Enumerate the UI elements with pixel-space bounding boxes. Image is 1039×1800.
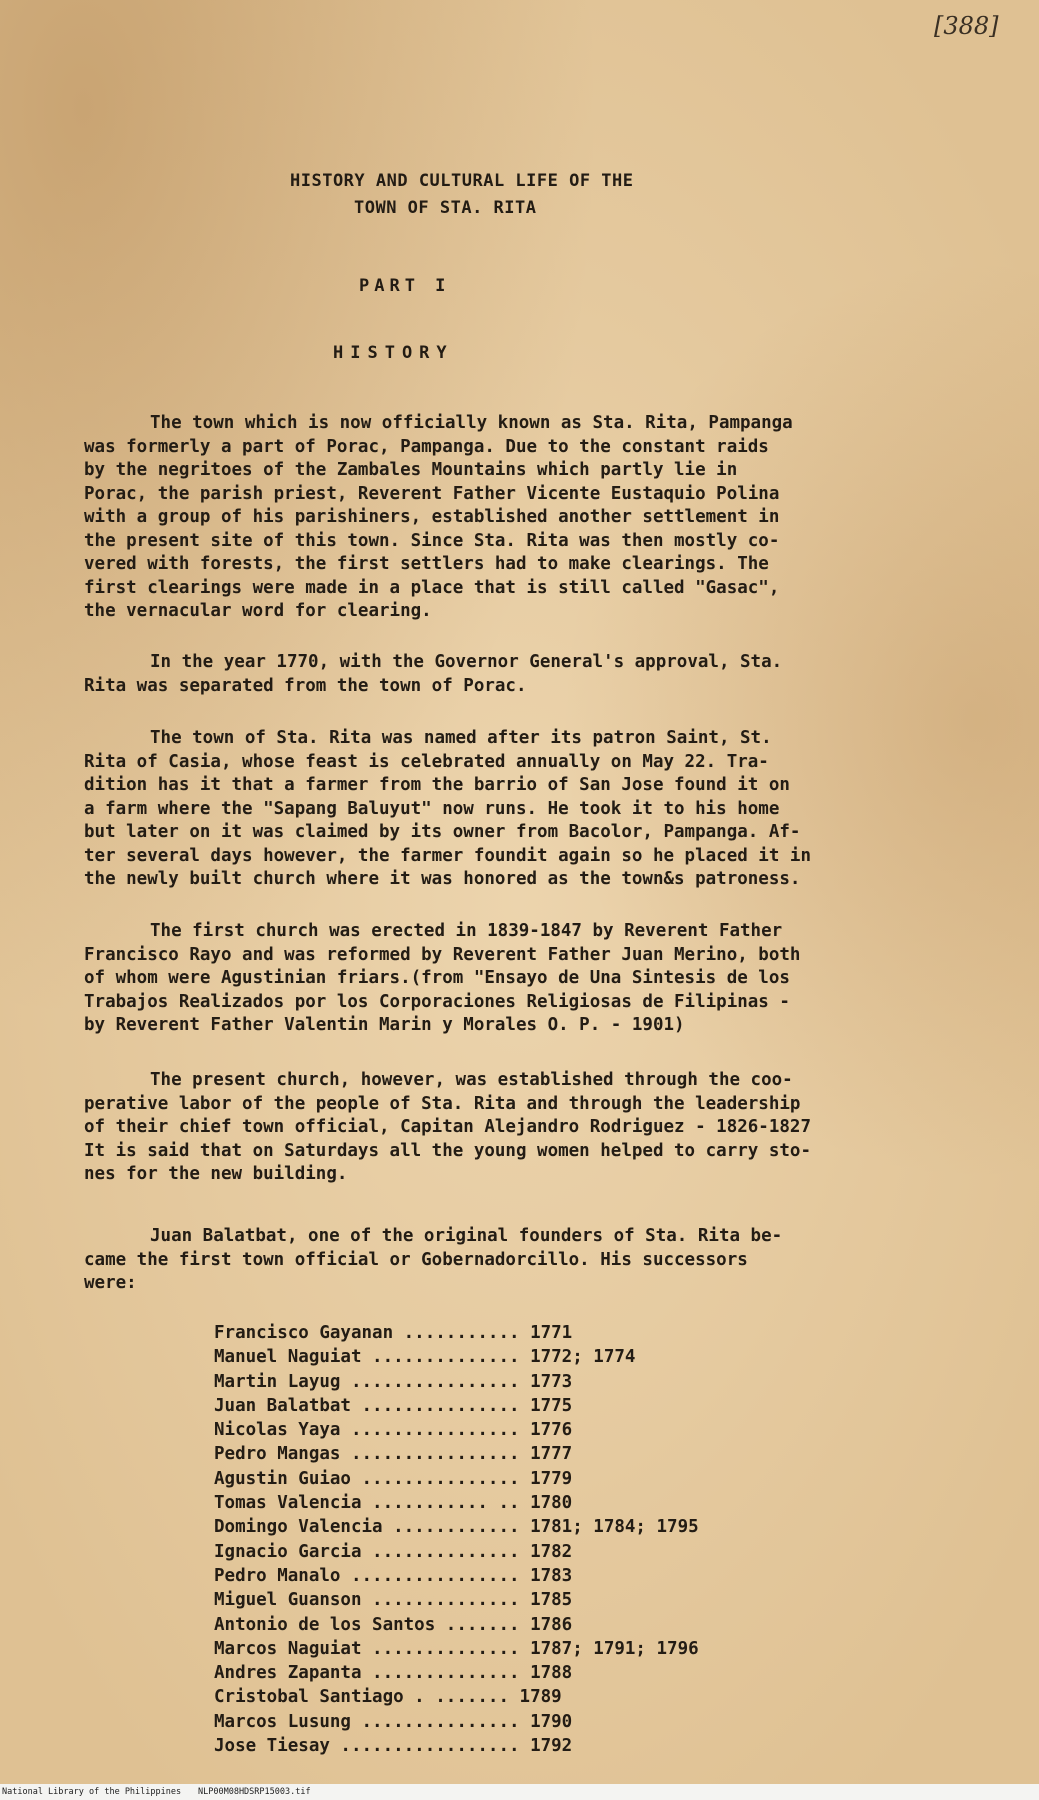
part-label: PART I: [359, 276, 451, 296]
page-number: [388]: [934, 12, 999, 40]
list-item: Cristobal Santiago . ....... 1789: [214, 1687, 562, 1708]
list-item: Tomas Valencia ........... .. 1780: [214, 1493, 573, 1514]
officials-list: [214, 1321, 699, 1758]
list-item: Domingo Valencia ............ 1781; 1784; 1795: [214, 1517, 699, 1538]
title-line-1: HISTORY AND CULTURAL LIFE OF THE: [290, 171, 634, 191]
paragraph: The town which is now officially known as Sta. Rita, Pampanga was formerly a part of Porac, Pampanga. Due to the constant raids by the negritoes of the Zambales Mountains which partly lie in Porac, the parish priest, Reverent Father Vicente Eustaquio Polina with a group of his parishiners, established another settlement in the present site of this town. Since Sta. Rita was then mostly co- vered with forests, the first settlers had to make clearings. The first clearings were made in a place that is still called "Gasac", the vernacular word for clearing.: [84, 413, 793, 621]
paragraph: Juan Balatbat, one of the original founders of Sta. Rita be- came the first town official or Gobernadorcillo. His successors were:: [84, 1226, 783, 1293]
scan-footer: [0, 1784, 1039, 1800]
list-item: Andres Zapanta .............. 1788: [214, 1663, 573, 1684]
list-item: Miguel Guanson .............. 1785: [214, 1590, 573, 1611]
list-item: Marcos Lusung ............... 1790: [214, 1711, 573, 1732]
paragraph: The first church was erected in 1839-1847 by Reverent Father Francisco Rayo and was reformed by Reverent Father Juan Merino, both of whom were Agustinian friars.(from "Ensayo de Una Sintesis de los Trabajos Realizados por los Corporaciones Religiosas de Filipinas - by Reverent Father Valentin Marin y Morales O. P. - 1901): [84, 921, 801, 1035]
list-item: Manuel Naguiat .............. 1772; 1774: [214, 1347, 636, 1368]
section-heading: HISTORY: [333, 343, 454, 363]
paragraph: The town of Sta. Rita was named after its patron Saint, St. Rita of Casia, whose feast is celebrated annually on May 22. Tra- dition has it that a farmer from the barrio of San Jose found it on a farm where the "Sapang Baluyut" now runs. He took it to his home but later on it was claimed by its owner from Bacolor, Pampanga. Af- ter several days however, the farmer foundit again so he placed it in the newly built church where it was honored as the town&s patroness.: [84, 728, 811, 889]
list-item: Ignacio Garcia .............. 1782: [214, 1541, 573, 1562]
list-item: Nicolas Yaya ................ 1776: [214, 1420, 573, 1441]
paragraph: In the year 1770, with the Governor General's approval, Sta. Rita was separated from the town of Porac.: [84, 652, 783, 696]
paragraph: The present church, however, was established through the coo- perative labor of the people of Sta. Rita and through the leadership of their chief town official, Capitan Alejandro Rodriguez - 1826-1827 It is said that on Saturdays all the young women helped to carry sto- nes for the new building.: [84, 1070, 811, 1184]
document-title: [290, 168, 634, 222]
list-item: Pedro Mangas ................ 1777: [214, 1444, 573, 1465]
list-item: Jose Tiesay ................. 1792: [214, 1736, 573, 1757]
list-item: Agustin Guiao ............... 1779: [214, 1468, 573, 1489]
list-item: Antonio de los Santos ....... 1786: [214, 1614, 573, 1635]
list-item: Marcos Naguiat .............. 1787; 1791; 1796: [214, 1638, 699, 1659]
footer-filename: NLP00M08HDSRP15003.tif: [198, 1787, 311, 1797]
list-item: Martin Layug ................ 1773: [214, 1371, 573, 1392]
list-item: Juan Balatbat ............... 1775: [214, 1395, 573, 1416]
title-line-2: TOWN OF STA. RITA: [354, 198, 537, 218]
list-item: Francisco Gayanan ........... 1771: [214, 1323, 573, 1343]
list-item: Pedro Manalo ................ 1783: [214, 1565, 573, 1586]
footer-source: National Library of the Philippines: [2, 1787, 182, 1797]
